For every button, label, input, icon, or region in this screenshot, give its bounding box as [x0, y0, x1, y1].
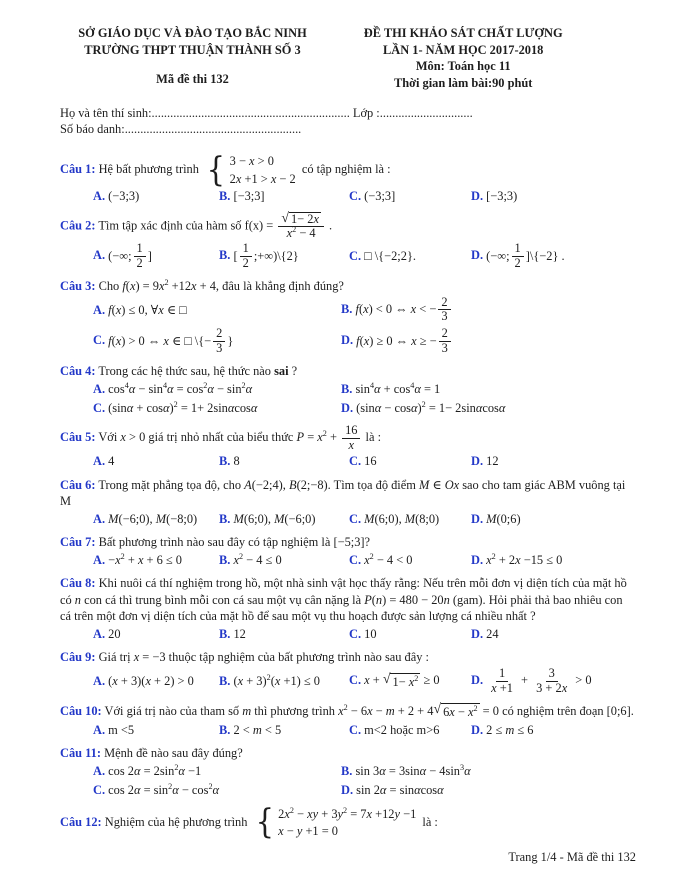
option-letter: B.	[219, 722, 231, 737]
text: thì phương trình	[251, 703, 339, 718]
question	[60, 802, 636, 843]
option-D	[471, 511, 636, 528]
text: 8	[233, 454, 240, 469]
math-expression: (x + 3)(x + 2) > 0	[108, 674, 194, 689]
option-letter: C.	[349, 722, 362, 737]
math-expression: { 3 − x > 0 2x +1 > x − 2	[206, 149, 296, 190]
text: .	[325, 218, 333, 233]
question-label: Câu 1:	[60, 161, 96, 176]
option-A	[93, 511, 215, 528]
math-expression: $x^2 - 4 \le 0$	[233, 551, 282, 567]
option-letter: B.	[219, 552, 231, 567]
text: Với	[98, 429, 121, 444]
math-expression: $(\sin\alpha - \cos\alpha)^2 = 1- 2\sin\alpha\cos\alpha$	[356, 400, 506, 416]
option-letter: D.	[471, 454, 484, 469]
text: Trong mặt phẳng tọa độ, cho	[98, 477, 245, 492]
question-label: Câu 11:	[60, 746, 101, 761]
question-stem	[60, 278, 636, 295]
math-expression: n	[74, 592, 81, 607]
question	[60, 212, 636, 272]
option-C	[93, 400, 337, 417]
math-expression: x > 0	[120, 429, 146, 444]
option-B	[219, 673, 345, 690]
text: Tìm tập xác định của hàm số f(x) =	[98, 218, 277, 233]
math-expression: [−5;3]	[333, 535, 365, 550]
option-B	[341, 381, 636, 398]
option-letter: D.	[341, 401, 354, 416]
question-stem	[60, 649, 636, 666]
text: Trong các hệ thức sau, hệ thức nào	[98, 364, 275, 379]
math-expression: $x^2 - 4 < 0$	[364, 551, 413, 567]
option-A	[93, 453, 215, 470]
option-letter: B.	[219, 674, 231, 689]
options	[93, 296, 636, 357]
subject-line: Môn: Toán học 11	[415, 59, 511, 73]
option-A	[93, 673, 215, 690]
math-expression: (−∞; $\frac{1}{2}$ ]\{−2} .	[486, 241, 565, 271]
question	[60, 534, 636, 568]
option-B	[219, 552, 345, 569]
option-A	[93, 188, 215, 205]
option-B	[219, 626, 345, 643]
options	[93, 552, 636, 569]
option-letter: C.	[349, 189, 362, 203]
text: là :	[362, 429, 382, 444]
question-label: Câu 8:	[60, 576, 96, 591]
options	[93, 188, 636, 205]
option-letter: A.	[93, 722, 106, 737]
text: có nghiệm trên đoạn [0;6].	[498, 703, 634, 718]
question-label: Câu 7:	[60, 535, 96, 550]
exam-title: ĐỀ THI KHẢO SÁT CHẤT LƯỢNG	[363, 26, 563, 40]
math-expression: (−∞; $\frac{1}{2}$ ]	[108, 241, 152, 271]
option-D	[471, 626, 636, 643]
text: ?	[288, 364, 298, 379]
option-letter: C.	[349, 249, 362, 264]
math-expression: x + √ $1- x^2$ ≥ 0	[364, 671, 440, 689]
question-stem	[60, 424, 636, 453]
option-C	[349, 511, 467, 528]
option-C	[349, 248, 467, 265]
option-C	[93, 327, 337, 356]
question-label: Câu 10:	[60, 703, 102, 718]
math-expression: 2 ≤ m ≤ 6	[486, 722, 534, 737]
option-B	[219, 188, 345, 205]
duration-line: Thời gian làm bài:90 phút	[393, 75, 533, 90]
text: 20	[108, 626, 121, 641]
math-expression: x = −3	[133, 650, 166, 665]
option-letter: A.	[93, 626, 106, 641]
math-expression: $\frac{1}{x +1}$ + $\frac{3}{3 + 2x}$ > 0	[491, 665, 592, 695]
option-letter: B.	[341, 763, 353, 778]
option-B	[219, 511, 345, 528]
student-info	[60, 106, 636, 137]
option-D	[471, 552, 636, 569]
question-stem	[60, 703, 636, 721]
math-expression: A(−2;4), B(2;−8).	[244, 477, 331, 492]
option-C	[349, 626, 467, 643]
math-expression: $(x + 3)^2(x +1) \le 0$	[233, 672, 320, 689]
text: sao cho tam giác ABM vuông tại M	[60, 477, 626, 509]
exam-code: Mã đề thi 132	[156, 72, 229, 86]
math-expression: f(x) > 0 ⇔ x ∈ □ \{− $\frac{2}{3}$ }	[108, 326, 234, 356]
text: có tập nghiệm là :	[298, 161, 391, 176]
text: Giá trị	[98, 650, 134, 665]
option-D	[471, 667, 636, 696]
option-C	[349, 722, 467, 739]
text: 16	[364, 454, 377, 469]
question-label: Câu 2:	[60, 218, 96, 233]
text: m<2 hoặc m>6	[364, 722, 440, 737]
option-B	[341, 763, 636, 780]
math-expression: [ $\frac{1}{2}$ ;+∞)\{2}	[233, 241, 299, 271]
option-B	[219, 242, 345, 271]
math-expression: $x^2 + 2x -15 \le 0$	[486, 551, 563, 567]
student-name-line: Họ và tên thí sinh:................................................................ Lớp :..............................	[60, 106, 473, 120]
option-B	[219, 722, 345, 739]
text: Mệnh đề nào sau đây đúng?	[104, 746, 243, 761]
option-letter: A.	[93, 763, 106, 778]
math-expression: M(6;0), M(−6;0)	[233, 511, 316, 526]
text: 12	[233, 626, 246, 641]
issuer-line: SỞ GIÁO DỤC VÀ ĐÀO TẠO BẮC NINH	[78, 26, 307, 40]
question-stem	[60, 363, 636, 380]
bold-text: sai	[274, 364, 289, 379]
option-C	[349, 453, 467, 470]
math-expression: f(x) < 0 ⇔ x < − $\frac{2}{3}$	[355, 302, 452, 316]
option-letter: D.	[471, 673, 484, 688]
question	[60, 649, 636, 695]
math-expression: $f(x) = 9x^2 +12x + 4$	[122, 277, 216, 294]
question-label: Câu 9:	[60, 650, 96, 665]
header-left-block	[60, 25, 325, 91]
option-letter: A.	[93, 189, 106, 203]
math-expression: $(\sin\alpha + \cos\alpha)^2 = 1+ 2\sin\alpha\cos\alpha$	[108, 400, 258, 416]
text: Tìm tọa độ điểm	[330, 477, 419, 492]
math-expression: f(x) ≥ 0 ⇔ x ≥ − $\frac{2}{3}$	[356, 334, 453, 348]
option-letter: C.	[93, 333, 106, 348]
options	[93, 722, 636, 739]
option-letter: D.	[471, 189, 484, 203]
option-A	[93, 763, 337, 780]
option-letter: B.	[219, 511, 231, 526]
text: Cho	[98, 279, 123, 294]
option-letter: C.	[349, 673, 362, 688]
option-B	[341, 296, 636, 325]
math-expression: M(6;0), M(8;0)	[364, 511, 440, 526]
option-letter: A.	[93, 381, 106, 396]
option-A	[93, 302, 337, 319]
math-expression: f(x) ≤ 0, ∀x ∈ □	[108, 302, 187, 317]
question-label: Câu 5:	[60, 429, 96, 444]
math-expression: (−3;3]	[364, 189, 396, 203]
question	[60, 745, 636, 799]
math-expression: $x^2 - 6x - m + 2 + 4$ √ $6x - x^2$ = 0	[338, 702, 499, 720]
option-letter: D.	[471, 248, 484, 263]
text: 12	[486, 454, 499, 469]
math-expression: $\cos 2\alpha = 2\sin^2\alpha -1$	[108, 762, 202, 778]
math-expression: $\sin^4\alpha + \cos^4\alpha = 1$	[355, 380, 441, 396]
option-letter: B.	[219, 626, 231, 641]
math-expression: √ 1− 2x $x^2 - 4$	[276, 218, 326, 232]
option-D	[341, 327, 636, 356]
question-stem	[60, 534, 636, 551]
math-expression: $\cos^4\alpha - \sin^4\alpha = \cos^2\alpha - \sin^2\alpha$	[108, 380, 253, 396]
text: giá trị nhỏ nhất của biểu thức	[145, 429, 297, 444]
math-expression: (−3;3)	[108, 189, 140, 203]
options	[93, 763, 636, 799]
option-D	[471, 242, 636, 271]
math-expression: $P = x^2$ + $\frac{16}{x}$	[297, 430, 363, 444]
option-letter: B.	[341, 381, 353, 396]
text: (gam). Hỏi phải thả bao nhiêu con cá trên một đơn vị diện tích của mặt hồ để sau một vụ thu hoạch được sản lượng cá nhiều nhất ?	[60, 592, 623, 624]
question-stem	[60, 745, 636, 762]
exam-header	[60, 25, 636, 91]
question	[60, 575, 636, 642]
page-footer: Trang 1/4 - Mã đề thi 132	[508, 850, 636, 864]
option-letter: A.	[93, 674, 106, 689]
option-letter: D.	[341, 783, 354, 798]
question-stem	[60, 575, 636, 625]
option-letter: A.	[93, 552, 106, 567]
option-letter: B.	[219, 248, 231, 263]
options	[93, 626, 636, 643]
question-stem	[60, 149, 636, 190]
text: 4	[108, 454, 115, 469]
option-C	[93, 782, 337, 799]
option-C	[349, 188, 467, 205]
question	[60, 363, 636, 417]
math-expression: □ \{−2;2}.	[364, 249, 416, 264]
options	[93, 381, 636, 417]
option-A	[93, 242, 215, 271]
option-A	[93, 552, 215, 569]
exam-round: LẦN 1- NĂM HỌC 2017-2018	[382, 42, 544, 57]
option-letter: C.	[349, 454, 362, 469]
question-stem	[60, 477, 636, 510]
option-letter: C.	[349, 552, 362, 567]
math-expression: [−3;3]	[233, 189, 265, 203]
header-right-block	[325, 25, 601, 91]
option-letter: D.	[341, 333, 354, 348]
option-letter: D.	[471, 511, 484, 526]
option-letter: B.	[219, 454, 231, 469]
question-label: Câu 12:	[60, 814, 102, 829]
option-B	[219, 453, 345, 470]
options	[93, 511, 636, 528]
option-letter: C.	[349, 511, 362, 526]
question-stem	[60, 212, 636, 242]
math-expression: M(0;6)	[486, 511, 521, 526]
option-letter: B.	[341, 301, 353, 316]
option-letter: A.	[93, 511, 106, 526]
option-A	[93, 722, 215, 739]
question-label: Câu 6:	[60, 477, 96, 492]
text: Bất phương trình nào sau đây có tập nghiệm là	[98, 535, 334, 550]
math-expression: { $2x^2$ − xy + $3y^2 = 7x +12y -1$ x − y +1 = 0	[255, 802, 417, 843]
question	[60, 703, 636, 738]
option-letter: A.	[93, 302, 106, 317]
option-letter: D.	[471, 626, 484, 641]
text: , đâu là khẳng định đúng?	[215, 279, 344, 294]
option-D	[341, 782, 636, 799]
text: thuộc tập nghiệm của bất phương trình nào sau đây :	[165, 650, 429, 665]
question-label: Câu 4:	[60, 364, 96, 379]
question	[60, 424, 636, 470]
options	[93, 453, 636, 470]
option-letter: A.	[93, 454, 106, 469]
option-letter: D.	[471, 722, 484, 737]
math-expression: sin 2α = sinαcosα	[356, 783, 444, 798]
option-letter: A.	[93, 248, 106, 263]
text: Hệ bất phương trình	[98, 161, 203, 176]
options	[93, 242, 636, 271]
option-A	[93, 381, 337, 398]
option-letter: D.	[471, 552, 484, 567]
question-label: Câu 3:	[60, 279, 96, 294]
text: Với giá trị nào của tham số	[104, 703, 243, 718]
text: ?	[364, 535, 371, 550]
option-A	[93, 626, 215, 643]
student-id-line: Số báo danh:.........................................................	[60, 121, 302, 136]
option-D	[341, 400, 636, 417]
math-expression: M ∈ Ox	[418, 477, 460, 492]
questions	[60, 149, 636, 843]
option-C	[349, 672, 467, 690]
option-D	[471, 188, 636, 205]
math-expression: $\sin 3\alpha = 3\sin\alpha - 4\sin^3\alpha$	[355, 762, 471, 778]
school-line: TRƯỜNG THPT THUẬN THÀNH SỐ 3	[84, 42, 301, 57]
option-letter: B.	[219, 189, 231, 203]
math-expression: $-x^2 + x + 6 \le 0$	[108, 551, 183, 567]
math-expression: [−3;3)	[486, 189, 518, 203]
math-expression: M(−6;0), M(−8;0)	[108, 511, 198, 526]
text: m <5	[108, 722, 135, 737]
option-D	[471, 722, 636, 739]
text: con cá thì trung bình mỗi con cá sau một vụ cân nặng là	[81, 592, 365, 607]
question-stem	[60, 802, 636, 843]
math-expression: m	[242, 703, 252, 718]
question	[60, 278, 636, 356]
text: 10	[364, 626, 377, 641]
text: Khi nuôi cá thí nghiệm trong hồ, một nhà sinh vật học thấy rằng: Nếu trên mỗi đơn vị diện tích của mặt hồ có	[60, 576, 627, 607]
math-expression: 2 < m < 5	[233, 722, 282, 737]
option-D	[471, 453, 636, 470]
question	[60, 477, 636, 528]
math-expression: P(n) = 480 − 20n	[364, 592, 450, 607]
option-letter: C.	[93, 783, 106, 798]
option-letter: C.	[93, 401, 106, 416]
text: Nghiệm của hệ phương trình	[104, 814, 251, 829]
question	[60, 149, 636, 205]
math-expression: $\cos 2\alpha = \sin^2\alpha - \cos^2\alpha$	[108, 781, 220, 798]
text: là :	[419, 814, 438, 829]
option-letter: C.	[349, 626, 362, 641]
option-C	[349, 552, 467, 569]
text: 24	[486, 626, 499, 641]
options	[93, 667, 636, 696]
